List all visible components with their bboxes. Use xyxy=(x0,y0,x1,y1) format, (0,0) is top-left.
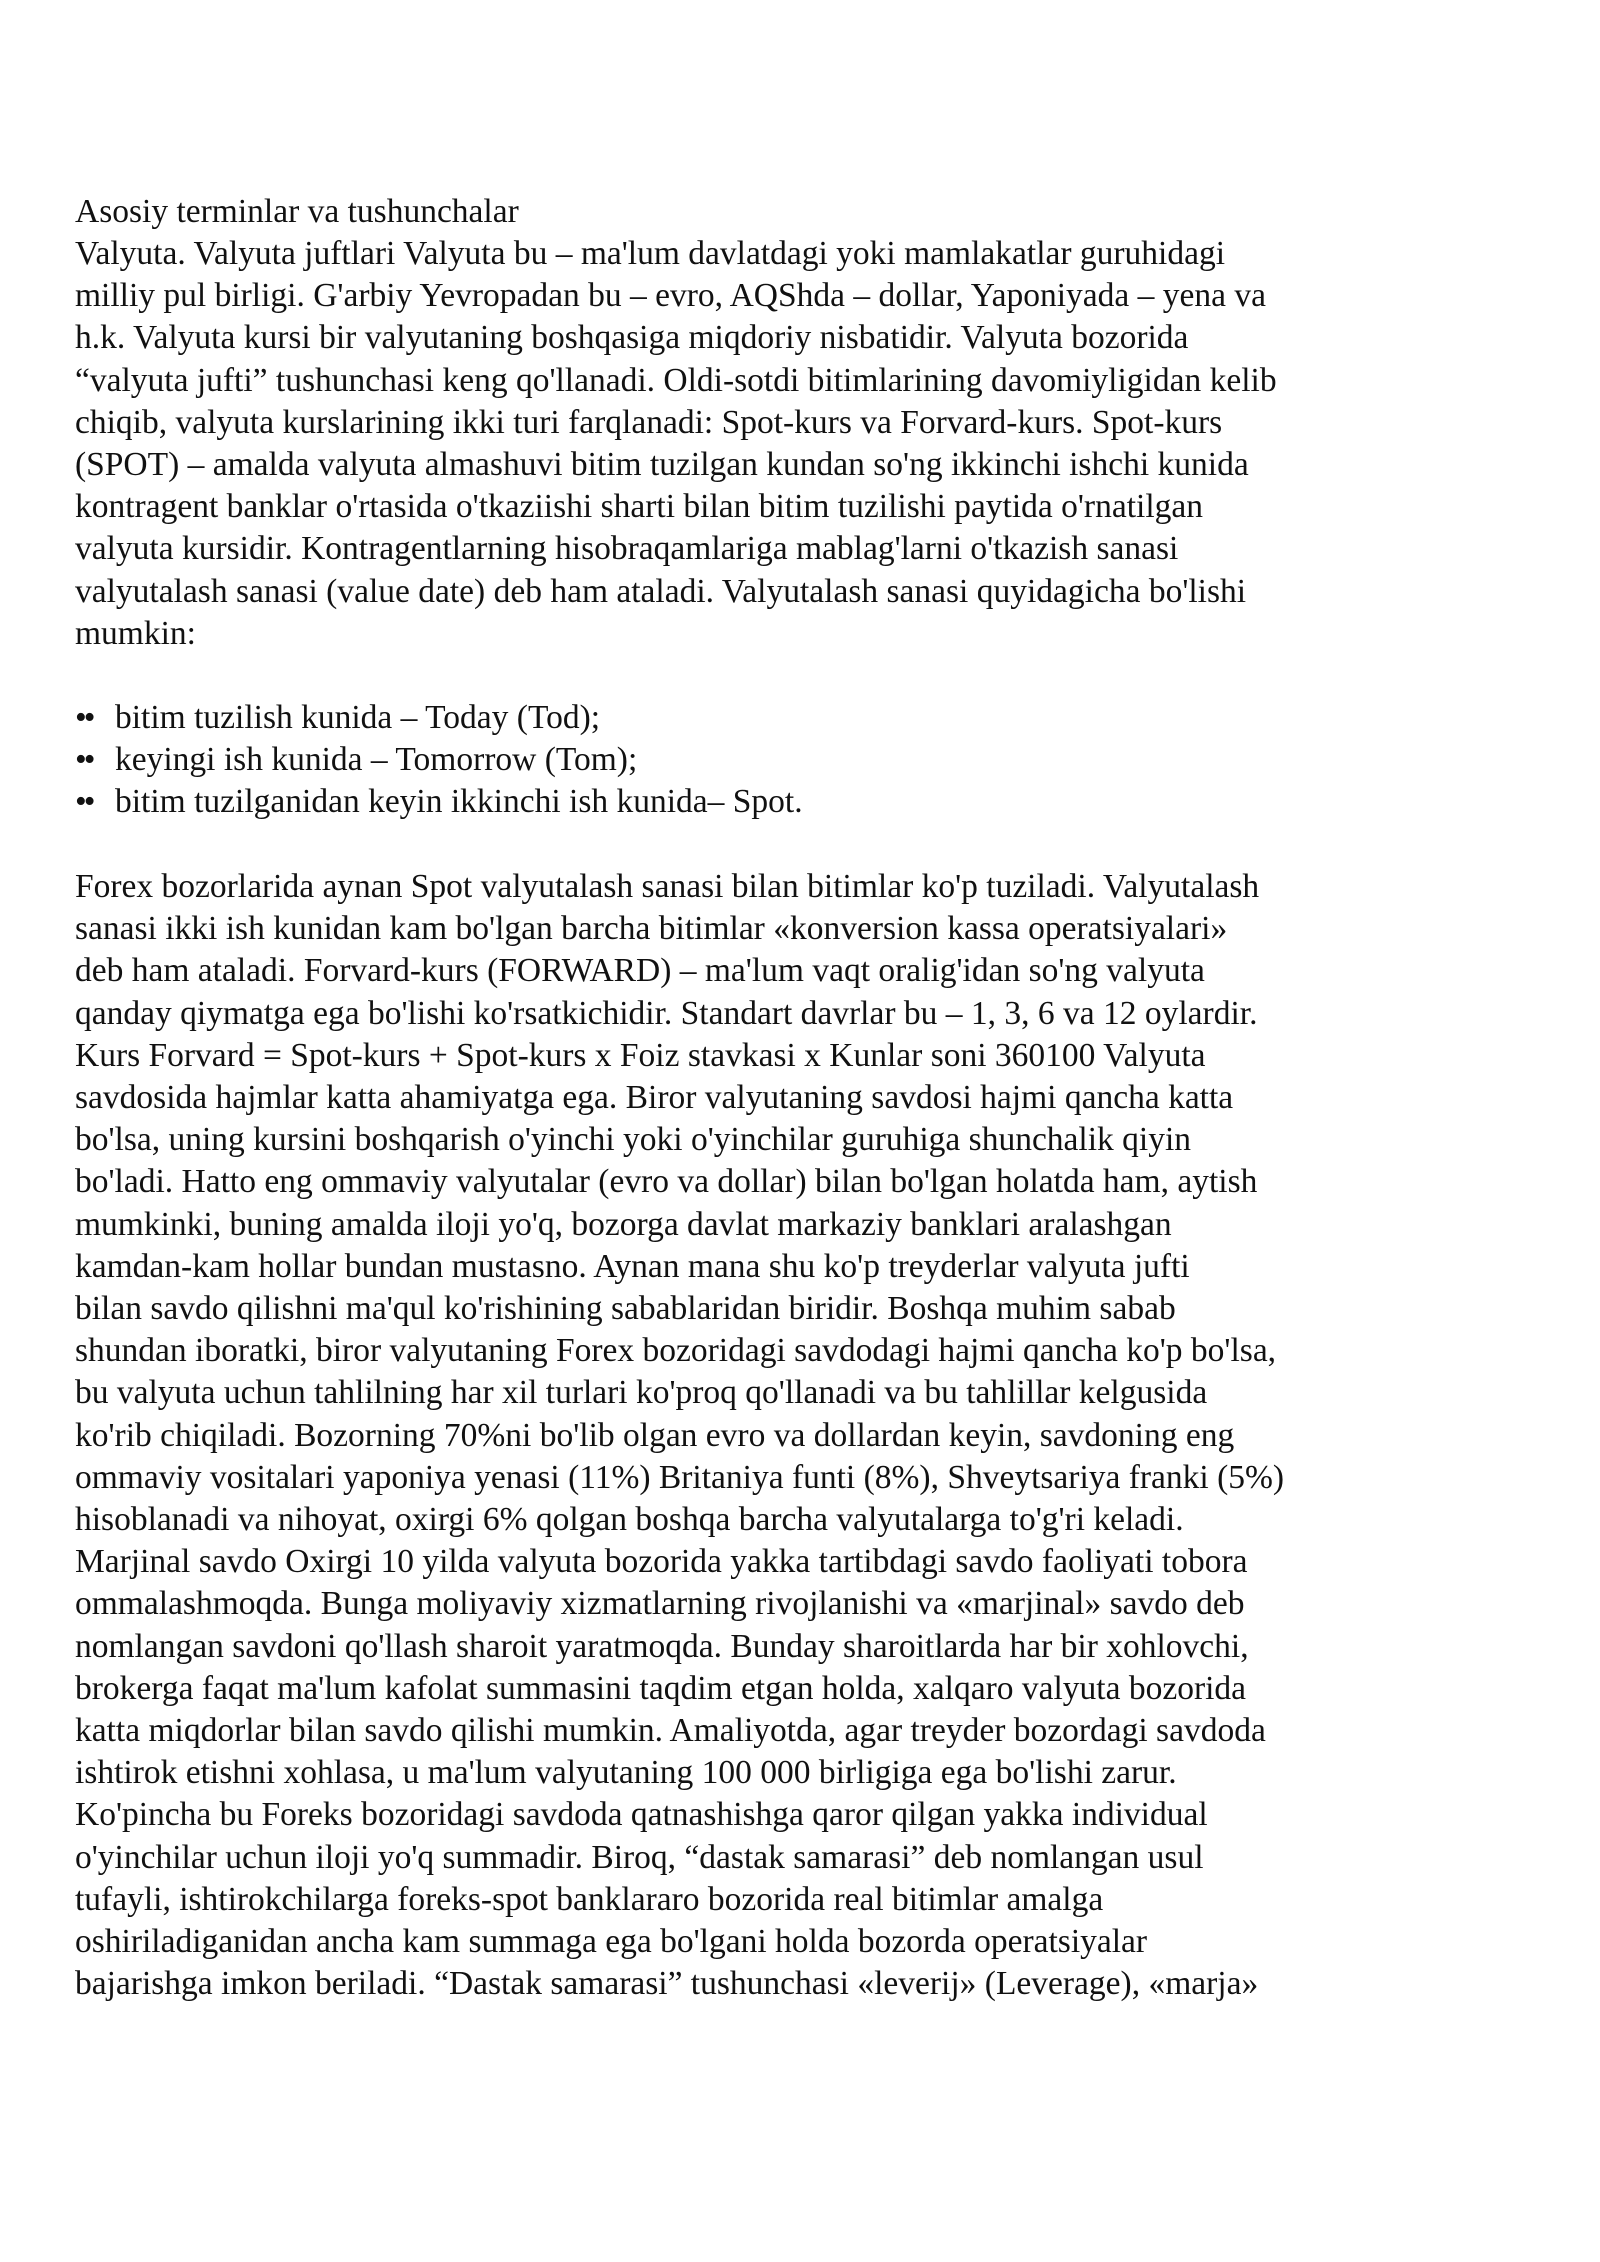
list-item xyxy=(75,739,803,781)
text-line: oshiriladiganidan ancha kam summaga ega bo'lgani holda bozorda operatsiyalar xyxy=(75,1923,1148,1961)
body-paragraph xyxy=(75,866,1284,2005)
list-item-text: bitim tuzilganidan keyin ikkinchi ish kunida– Spot. xyxy=(115,783,803,821)
list-item xyxy=(75,697,803,739)
text-line: Kurs Forvard = Spot-kurs + Spot-kurs x Foiz stavkasi x Kunlar soni 360100 Valyuta xyxy=(75,1036,1206,1074)
text-line: Ko'pincha bu Foreks bozoridagi savdoda qatnashishga qaror qilgan yakka individual xyxy=(75,1796,1208,1834)
text-line: mumkin: xyxy=(75,614,196,652)
text-line: bo'lsa, uning kursini boshqarish o'yinchi yoki o'yinchilar guruhiga shunchalik qiyin xyxy=(75,1121,1192,1159)
text-line: (SPOT) – amalda valyuta almashuvi bitim tuzilgan kundan so'ng ikkinchi ishchi kunida xyxy=(75,446,1249,484)
text-line: mumkinki, buning amalda iloji yo'q, bozorga davlat markaziy banklari aralashgan xyxy=(75,1205,1172,1243)
text-line: kontragent banklar o'rtasida o'tkaziishi sharti bilan bitim tuzilishi paytida o'rnatilgan xyxy=(75,488,1203,526)
text-line: chiqib, valyuta kurslarining ikki turi farqlanadi: Spot-kurs va Forvard-kurs. Spot-kurs xyxy=(75,403,1223,441)
text-line: bajarishga imkon beriladi. “Dastak samarasi” tushunchasi «leverij» (Leverage), «marja» xyxy=(75,1965,1259,2003)
text-line: savdosida hajmlar katta ahamiyatga ega. Biror valyutaning savdosi hajmi qancha katta xyxy=(75,1079,1234,1117)
text-line: nomlangan savdoni qo'llash sharoit yaratmoqda. Bunday sharoitlarda har bir xohlovchi, xyxy=(75,1627,1249,1665)
list-item-text: keyingi ish kunida – Tomorrow (Tom); xyxy=(115,741,638,779)
value-date-list xyxy=(75,697,803,824)
text-line: deb ham ataladi. Forvard-kurs (FORWARD) – ma'lum vaqt oralig'idan so'ng valyuta xyxy=(75,952,1205,990)
text-line: Marjinal savdo Oxirgi 10 yilda valyuta bozorida yakka tartibdagi savdo faoliyati tobora xyxy=(75,1543,1248,1581)
list-item xyxy=(75,781,803,823)
text-line: sanasi ikki ish kunidan kam bo'lgan barcha bitimlar «konversion kassa operatsiyalari» xyxy=(75,910,1228,948)
text-line: ommaviy vositalari yaponiya yenasi (11%) Britaniya funti (8%), Shveytsariya franki (5%) xyxy=(75,1458,1285,1496)
text-line: brokerga faqat ma'lum kafolat summasini taqdim etgan holda, xalqaro valyuta bozorida xyxy=(75,1669,1247,1707)
text-line: ommalashmoqda. Bunga moliyaviy xizmatlarning rivojlanishi va «marjinal» savdo deb xyxy=(75,1585,1245,1623)
text-line: bu valyuta uchun tahlilning har xil turlari ko'proq qo'llanadi va bu tahlillar kelgusida xyxy=(75,1374,1208,1412)
bullet-icon: •• xyxy=(75,741,93,779)
list-item-text: bitim tuzilish kunida – Today (Tod); xyxy=(115,699,601,736)
text-line: bilan savdo qilishni ma'qul ko'rishining sabablaridan biridir. Boshqa muhim sabab xyxy=(75,1290,1176,1328)
text-line: valyutalash sanasi (value date) deb ham ataladi. Valyutalash sanasi quyidagicha bo'lishi xyxy=(75,572,1247,610)
bullet-icon: •• xyxy=(75,783,93,821)
text-line: milliy pul birligi. G'arbiy Yevropadan bu – evro, AQShda – dollar, Yaponiyada – yena va xyxy=(75,277,1267,315)
text-line: qanday qiymatga ega bo'lishi ko'rsatkichidir. Standart davrlar bu – 1, 3, 6 va 12 oylardir. xyxy=(75,994,1258,1032)
text-line: bo'ladi. Hatto eng ommaviy valyutalar (evro va dollar) bilan bo'lgan holatda ham, aytish xyxy=(75,1163,1258,1201)
text-line: o'yinchilar uchun iloji yo'q summadir. Biroq, “dastak samarasi” deb nomlangan usul xyxy=(75,1838,1204,1876)
text-line: kamdan-kam hollar bundan mustasno. Aynan mana shu ko'p treyderlar valyuta jufti xyxy=(75,1247,1190,1285)
text-line: ko'rib chiqiladi. Bozorning 70%ni bo'lib olgan evro va dollardan keyin, savdoning eng xyxy=(75,1416,1235,1454)
text-line: shundan iboratki, biror valyutaning Forex bozoridagi savdodagi hajmi qancha ko'p bo'lsa, xyxy=(75,1332,1277,1370)
text-line: valyuta kursidir. Kontragentlarning hisobraqamlariga mablag'larni o'tkazish sanasi xyxy=(75,530,1179,568)
text-line: hisoblanadi va nihoyat, oxirgi 6% qolgan boshqa barcha valyutalarga to'g'ri keladi. xyxy=(75,1501,1184,1539)
intro-paragraph xyxy=(75,233,1277,655)
bullet-icon: •• xyxy=(75,699,93,736)
text-line: tufayli, ishtirokchilarga foreks-spot banklararo bozorida real bitimlar amalga xyxy=(75,1880,1104,1918)
text-line: h.k. Valyuta kursi bir valyutaning boshqasiga miqdoriy nisbatidir. Valyuta bozorida xyxy=(75,319,1189,357)
text-line: katta miqdorlar bilan savdo qilishi mumkin. Amaliyotda, agar treyder bozordagi savdoda xyxy=(75,1712,1266,1750)
text-line: “valyuta jufti” tushunchasi keng qo'llanadi. Oldi-sotdi bitimlarining davomiyligidan kelib xyxy=(75,361,1277,399)
text-line: ishtirok etishni xohlasa, u ma'lum valyutaning 100 000 birligiga ega bo'lishi zarur. xyxy=(75,1754,1177,1792)
text-line: Forex bozorlarida aynan Spot valyutalash sanasi bilan bitimlar ko'p tuziladi. Valyutalash xyxy=(75,868,1260,905)
text-line: Valyuta. Valyuta juftlari Valyuta bu – ma'lum davlatdagi yoki mamlakatlar guruhidagi xyxy=(75,235,1226,272)
section-heading: Asosiy terminlar va tushunchalar xyxy=(75,193,519,230)
